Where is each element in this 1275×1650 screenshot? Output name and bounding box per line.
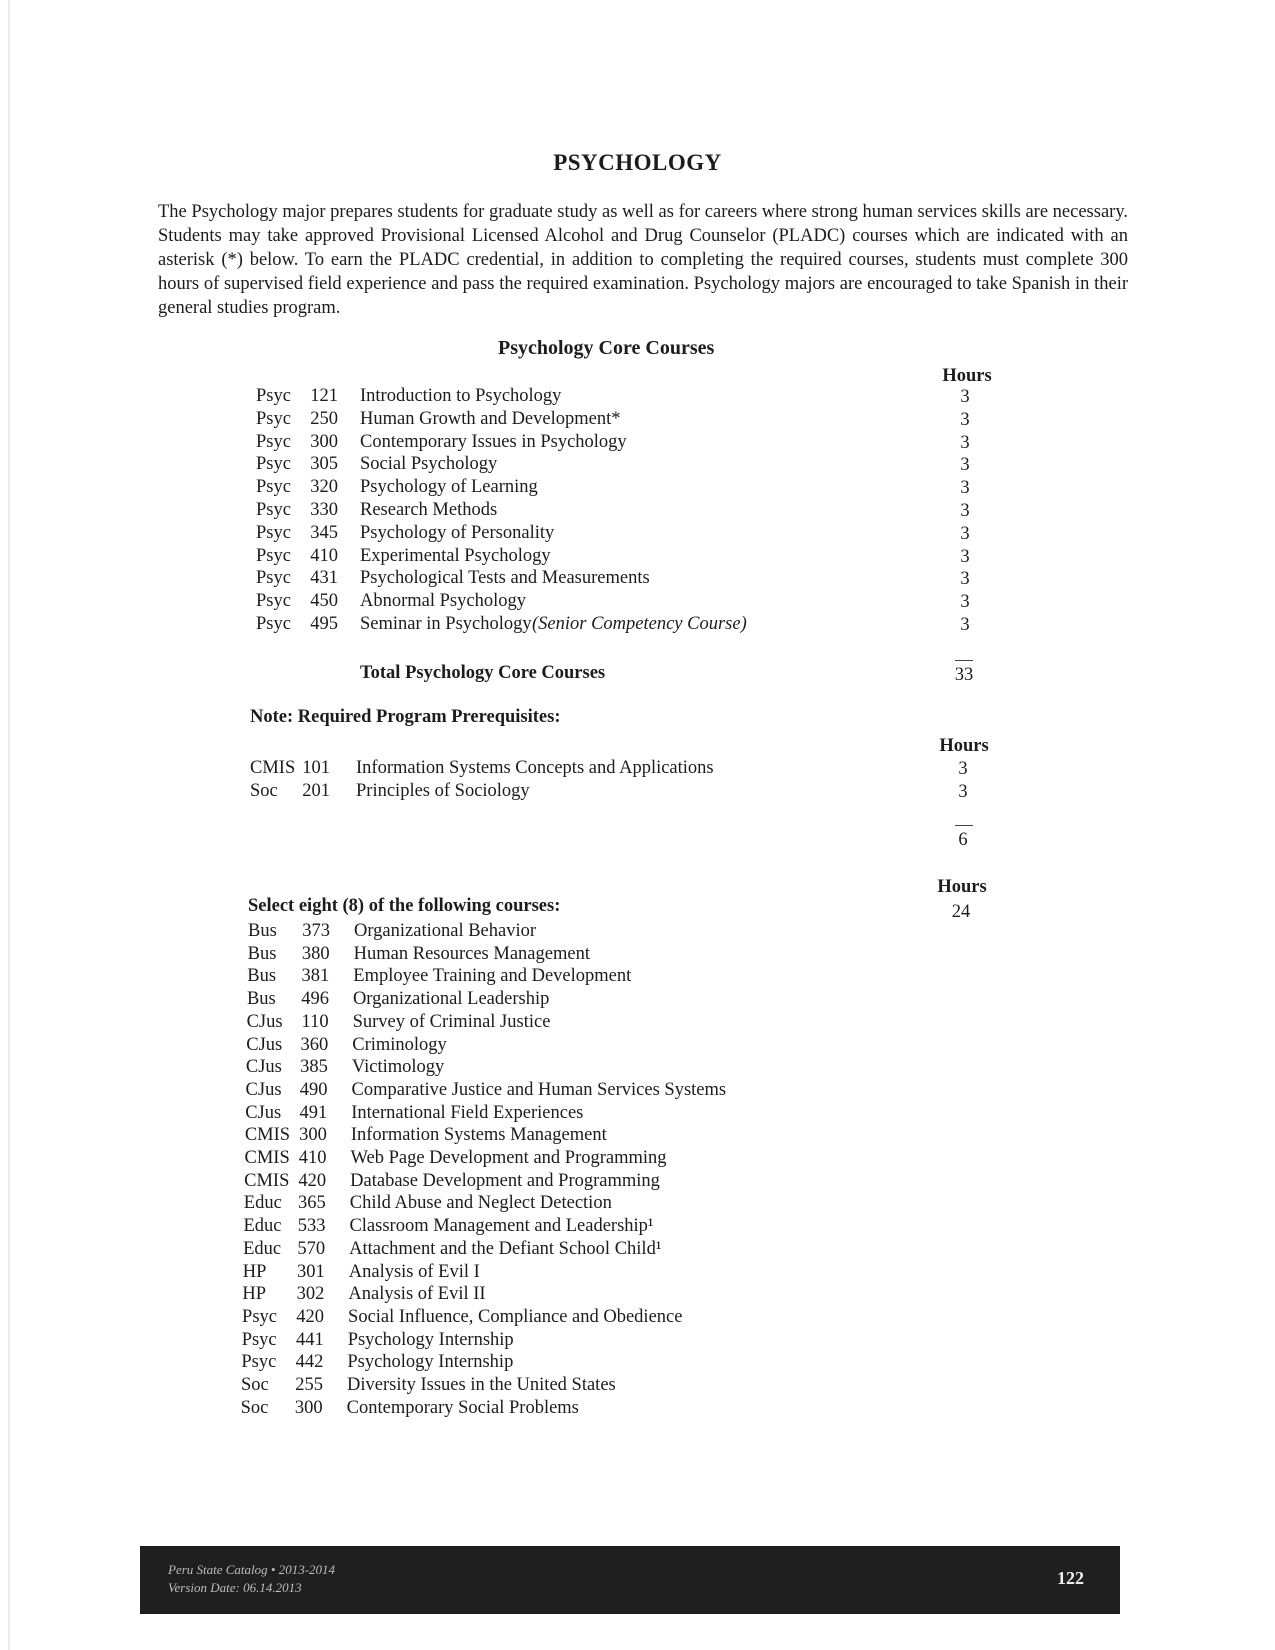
course-dept: HP [242, 1284, 267, 1305]
course-number: 373 [302, 921, 330, 941]
course-number: 533 [297, 1216, 326, 1237]
course-name: Attachment and the Defiant School Child¹ [349, 1238, 662, 1259]
prereq-total-hours: 6 [958, 830, 968, 850]
course-name: Seminar in Psychology [360, 614, 532, 634]
course-number: 300 [299, 1125, 327, 1146]
course-number: 300 [294, 1397, 323, 1418]
course-dept: Psyc [241, 1329, 277, 1350]
course-hours: 3 [960, 546, 970, 567]
course-dept: Psyc [256, 614, 291, 634]
course-dept: Bus [247, 966, 277, 987]
course-number: 121 [310, 386, 338, 406]
course-number: 442 [295, 1352, 324, 1373]
elective-course-row [245, 1123, 1005, 1147]
course-dept: CJus [246, 1011, 283, 1032]
course-dept: Psyc [256, 454, 291, 475]
course-number: 360 [300, 1034, 329, 1055]
elective-course-row [246, 1055, 1006, 1079]
core-course-row [256, 612, 1016, 636]
course-number: 450 [310, 591, 338, 612]
course-number: 410 [310, 545, 338, 566]
course-dept: Bus [248, 921, 277, 941]
course-hours: 3 [960, 409, 970, 430]
course-name: Information Systems Management [350, 1125, 607, 1146]
course-name: Employee Training and Development [353, 966, 632, 987]
course-name: Social Influence, Compliance and Obedience [348, 1306, 683, 1327]
prereq-hours-heading: Hours [939, 736, 989, 756]
course-dept: Soc [250, 780, 278, 801]
course-name: Victimology [351, 1057, 445, 1078]
course-dept: Psyc [256, 522, 291, 543]
course-number: 491 [299, 1102, 328, 1123]
elective-course-row [247, 987, 1007, 1011]
footer-catalog: Peru State Catalog • 2013-2014 [168, 1562, 336, 1577]
course-dept: Educ [243, 1216, 282, 1237]
course-number: 300 [310, 431, 338, 452]
elective-course-row [248, 942, 1008, 966]
page-title: PSYCHOLOGY [553, 150, 722, 175]
course-dept: Bus [246, 989, 276, 1010]
course-name: Analysis of Evil II [348, 1284, 486, 1305]
course-hours: 3 [960, 615, 970, 635]
elective-course-row [242, 1328, 1002, 1352]
course-number: 255 [295, 1375, 323, 1395]
course-name: Research Methods [360, 500, 498, 520]
course-number: 250 [310, 408, 338, 429]
course-name: Diversity Issues in the United States [347, 1375, 616, 1395]
course-name: Information Systems Concepts and Applications [356, 758, 714, 778]
elective-course-row [248, 919, 1008, 943]
core-total-hours: 33 [954, 665, 974, 685]
course-name: Psychology Internship [347, 1329, 514, 1350]
elective-course-row [243, 1214, 1003, 1238]
course-name: International Field Experiences [351, 1102, 584, 1123]
course-dept: Psyc [256, 477, 291, 498]
course-name: Principles of Sociology [356, 780, 530, 801]
course-hours: 3 [960, 432, 970, 453]
course-number: 301 [297, 1261, 325, 1282]
course-dept: CJus [245, 1079, 282, 1100]
course-dept: Psyc [256, 591, 291, 612]
course-name: Contemporary Social Problems [346, 1397, 579, 1418]
course-dept: Psyc [256, 431, 291, 452]
course-dept: Psyc [256, 568, 291, 589]
course-dept: CJus [246, 1034, 283, 1055]
course-number: 320 [310, 477, 338, 498]
course-name: Social Psychology [360, 454, 498, 475]
course-hours: 3 [958, 781, 968, 802]
prereq-total-rule [955, 825, 973, 826]
core-courses-heading: Psychology Core Courses [498, 337, 715, 359]
course-dept: Bus [247, 943, 277, 964]
course-name: Experimental Psychology [360, 545, 551, 566]
course-hours: 3 [960, 455, 970, 476]
course-name: Database Development and Programming [350, 1170, 660, 1191]
course-dept: Educ [243, 1193, 282, 1214]
course-hours: 3 [960, 501, 970, 521]
course-hours: 3 [958, 759, 968, 779]
course-number: 201 [302, 780, 330, 801]
core-course-row [256, 544, 1016, 568]
course-dept: CMIS [250, 758, 296, 778]
page-footer [140, 1546, 1120, 1614]
course-dept: Psyc [241, 1352, 277, 1373]
course-name: Child Abuse and Neglect Detection [349, 1193, 612, 1214]
prereq-heading: Note: Required Program Prerequisites: [250, 707, 561, 727]
core-course-row [256, 475, 1016, 499]
course-number: 431 [310, 568, 338, 589]
course-number: 305 [310, 454, 338, 475]
core-hours-heading: Hours [942, 366, 992, 386]
course-name: Criminology [352, 1034, 447, 1055]
course-name: Web Page Development and Programming [350, 1148, 667, 1168]
course-number: 441 [295, 1329, 324, 1350]
course-name: Psychology Internship [347, 1352, 514, 1373]
course-number: 101 [302, 758, 330, 778]
course-dept: CJus [245, 1102, 282, 1123]
course-number: 330 [310, 500, 338, 520]
course-number: 381 [301, 966, 330, 987]
course-note: (Senior Competency Course) [532, 614, 747, 634]
course-number: 420 [296, 1306, 325, 1327]
course-dept: Psyc [242, 1306, 277, 1327]
core-course-row [256, 589, 1016, 613]
course-name: Psychology of Learning [360, 477, 538, 498]
prereq-course-row [250, 756, 1010, 780]
elective-course-row [245, 1146, 1005, 1170]
elective-course-row [243, 1237, 1003, 1261]
elective-course-row [245, 1101, 1005, 1125]
course-number: 420 [298, 1170, 327, 1191]
intro-paragraph: The Psychology major prepares students for graduate study as well as for careers where strong human services skills are necessary. Students may take approved Provisional Licensed Alcohol and Drug Counselor (PLADC) courses which are indicated with an asterisk (*) below. To earn the PLADC credential, in addition to completing the required courses, students must complete 300 hours of supervised field experience and pass the required examination. Psychology majors are encouraged to take Spanish in their general studies program. [158, 202, 1128, 318]
course-dept: Psyc [256, 386, 291, 406]
course-number: 302 [296, 1284, 325, 1305]
course-dept: CMIS [244, 1125, 291, 1146]
course-name: Human Resources Management [353, 943, 590, 964]
elective-course-row [246, 1078, 1006, 1102]
core-course-row [256, 407, 1016, 431]
core-total-row [360, 661, 960, 685]
course-dept: Psyc [256, 500, 291, 520]
elective-course-row [247, 964, 1007, 988]
core-course-row [256, 521, 1016, 545]
course-name: Introduction to Psychology [360, 386, 562, 406]
course-dept: Educ [243, 1238, 282, 1259]
course-number: 495 [310, 614, 338, 634]
course-number: 385 [300, 1057, 328, 1078]
course-hours: 3 [960, 387, 970, 407]
core-course-row [256, 384, 1016, 408]
prereq-course-row [250, 779, 1010, 803]
course-hours: 3 [960, 523, 970, 544]
elective-course-row [242, 1282, 1002, 1306]
course-name: Human Growth and Development* [360, 408, 621, 429]
course-name: Psychological Tests and Measurements [360, 568, 650, 589]
elective-course-row [241, 1350, 1001, 1374]
elective-course-row [241, 1396, 1001, 1420]
course-number: 570 [297, 1238, 326, 1259]
core-total-label: Total Psychology Core Courses [360, 663, 606, 683]
elective-course-row [244, 1169, 1004, 1193]
course-number: 345 [310, 522, 338, 543]
course-dept: HP [242, 1261, 267, 1282]
elective-course-row [243, 1260, 1003, 1284]
elective-course-row [247, 1010, 1007, 1034]
course-number: 410 [298, 1148, 327, 1168]
course-hours: 3 [960, 592, 970, 613]
course-name: Contemporary Issues in Psychology [360, 431, 627, 452]
course-dept: CMIS [244, 1170, 290, 1191]
elective-course-row [244, 1191, 1004, 1215]
elective-course-row [242, 1305, 1002, 1329]
electives-heading: Select eight (8) of the following courses: [248, 896, 561, 916]
course-number: 496 [301, 989, 329, 1010]
course-name: Organizational Behavior [354, 921, 537, 941]
course-dept: CMIS [244, 1148, 290, 1168]
core-course-row [256, 566, 1016, 590]
course-dept: Psyc [256, 408, 291, 429]
electives-hours: 24 [951, 902, 971, 922]
elective-course-row [241, 1373, 1001, 1397]
course-number: 365 [298, 1193, 326, 1214]
course-name: Analysis of Evil I [348, 1261, 480, 1282]
course-number: 490 [299, 1079, 328, 1100]
course-dept: CJus [245, 1057, 282, 1078]
course-dept: Soc [240, 1397, 269, 1418]
scan-edge [8, 0, 10, 1650]
footer-version: Version Date: 06.14.2013 [168, 1580, 302, 1595]
course-name: Comparative Justice and Human Services Systems [351, 1079, 727, 1100]
course-number: 380 [301, 943, 330, 964]
course-name: Classroom Management and Leadership¹ [349, 1216, 654, 1237]
course-dept: Soc [241, 1375, 269, 1395]
course-hours: 3 [960, 478, 970, 499]
core-course-row [256, 498, 1016, 522]
core-course-row [256, 452, 1016, 476]
course-name: Psychology of Personality [360, 522, 555, 543]
course-number: 110 [301, 1011, 329, 1032]
course-hours: 3 [960, 569, 970, 590]
course-dept: Psyc [256, 545, 291, 566]
course-name: Survey of Criminal Justice [352, 1011, 551, 1032]
course-name: Abnormal Psychology [360, 591, 526, 612]
page-number: 122 [1057, 1568, 1084, 1588]
course-name: Organizational Leadership [352, 989, 550, 1010]
elective-course-row [246, 1033, 1006, 1057]
core-course-row [256, 430, 1016, 454]
electives-hours-heading: Hours [937, 877, 987, 897]
